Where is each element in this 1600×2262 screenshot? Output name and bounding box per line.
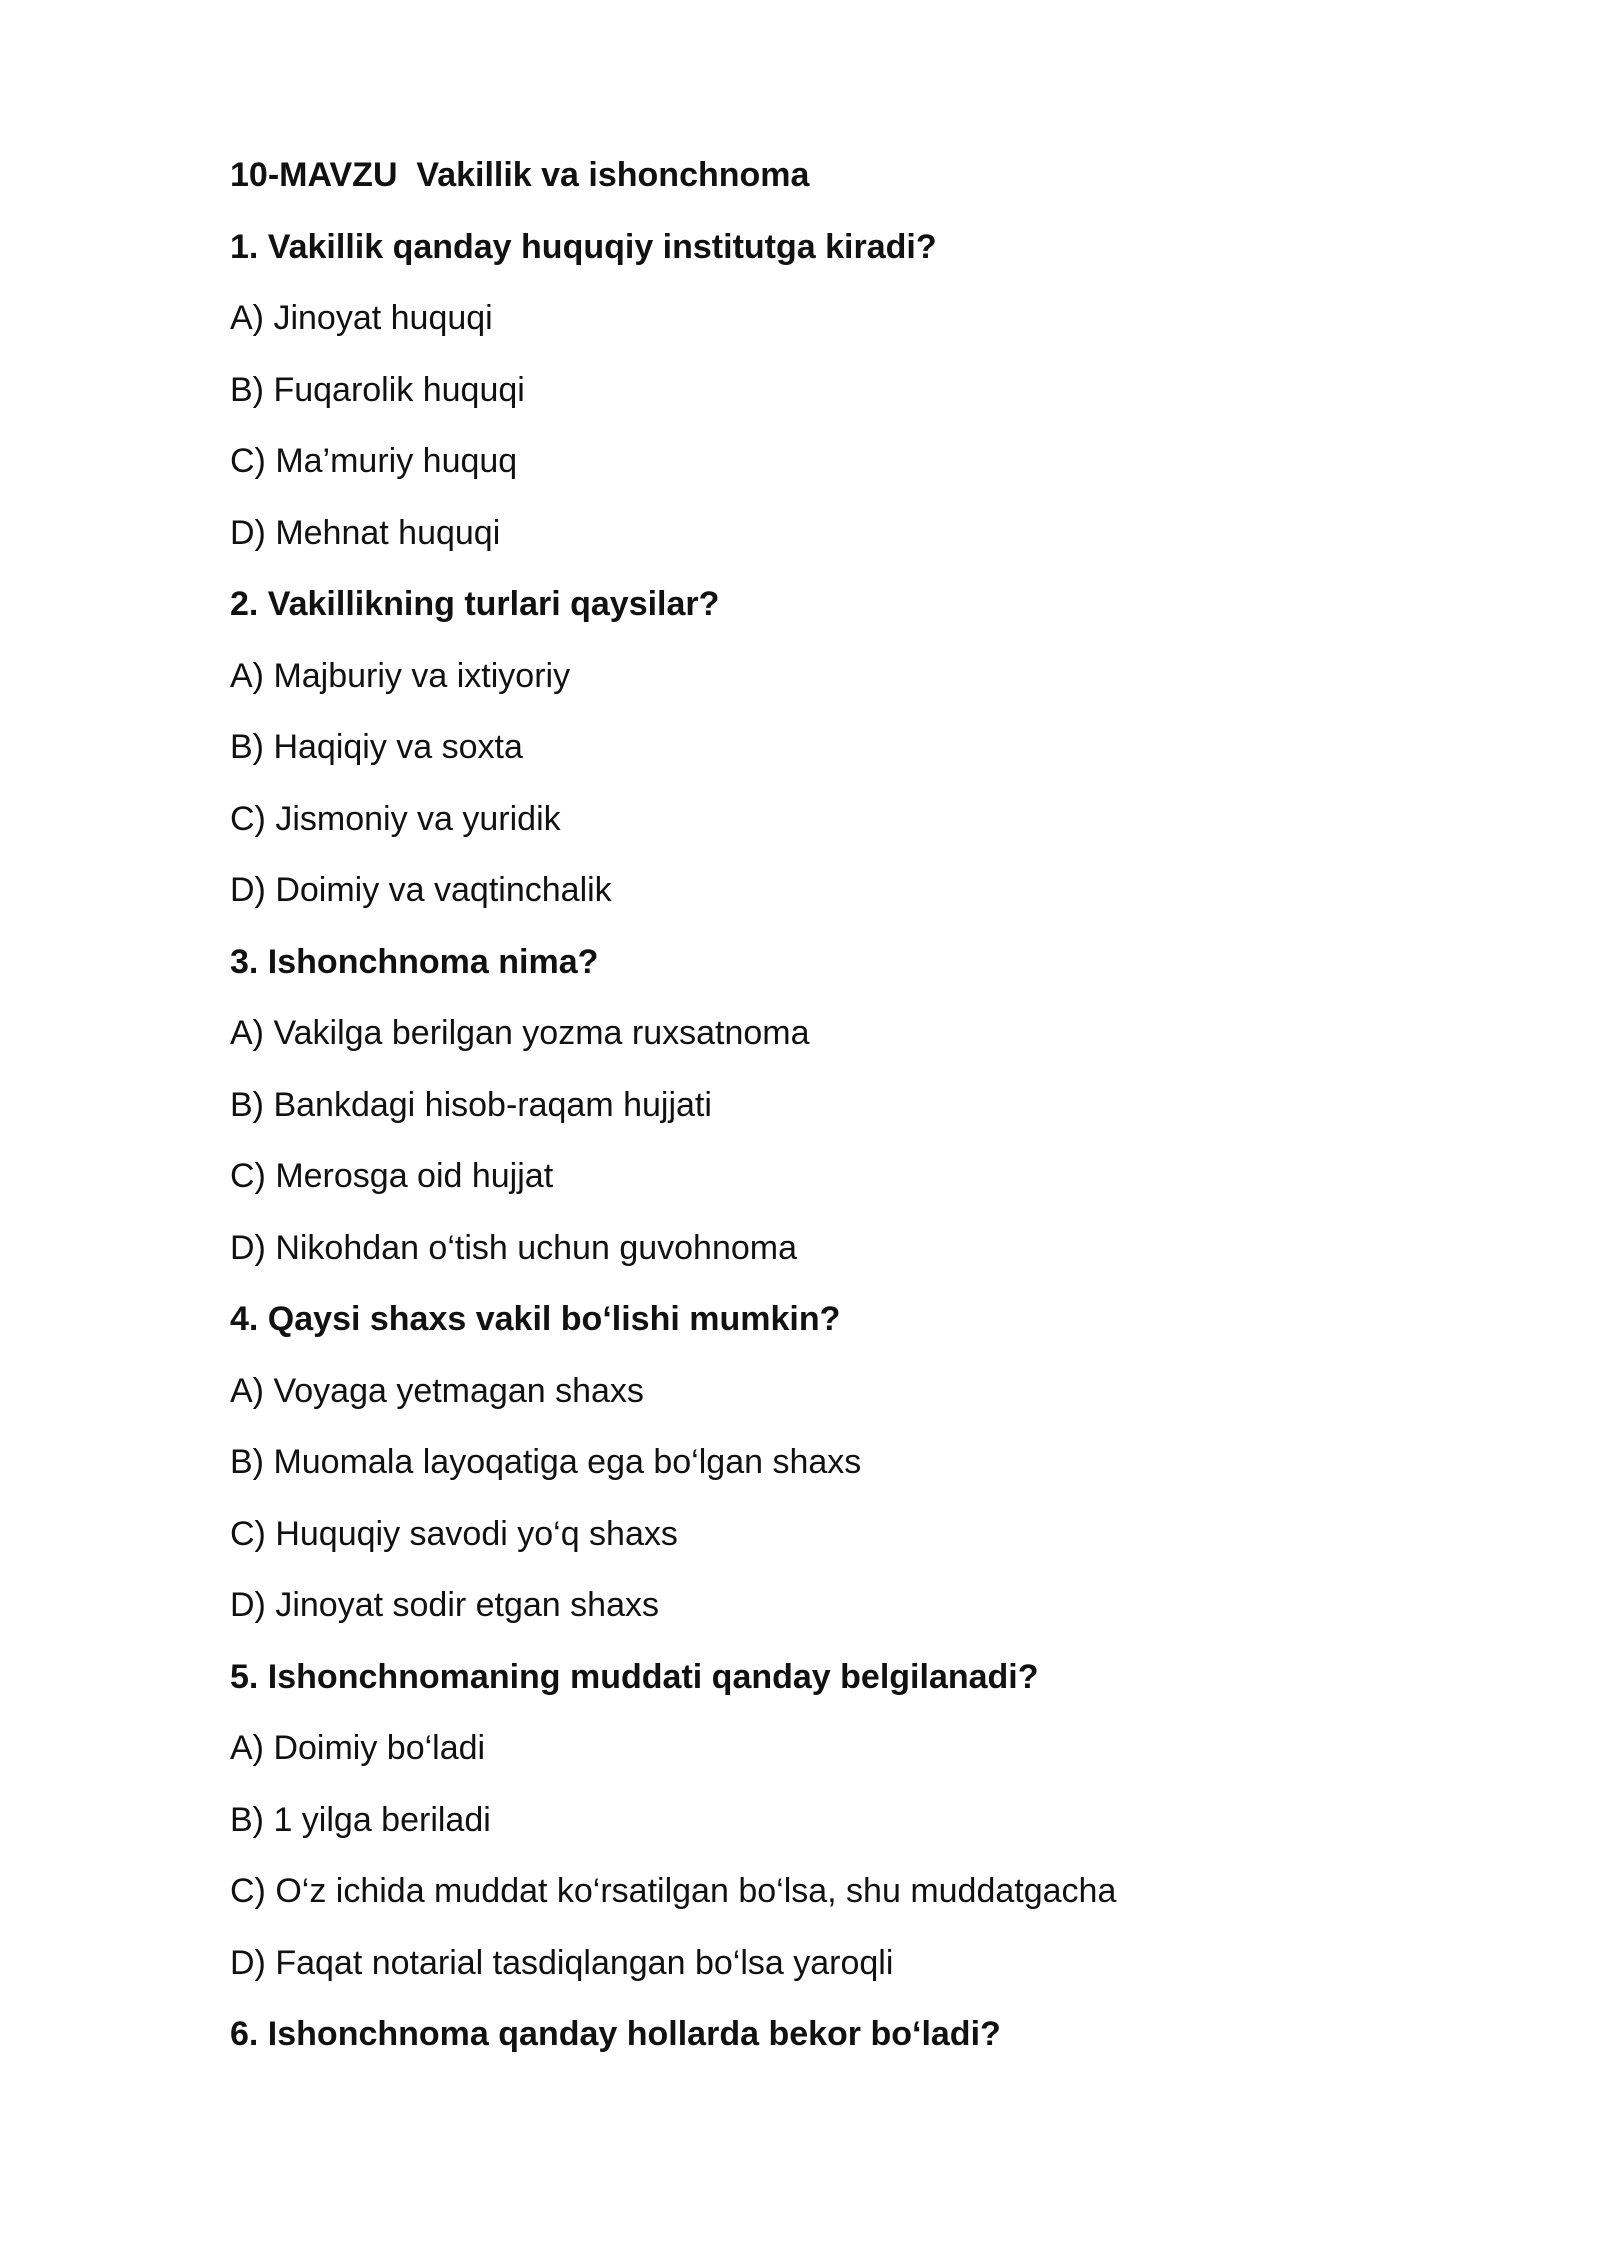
question-1-option-c: C) Ma’muriy huquq: [230, 442, 518, 480]
question-4-option-a: A) Voyaga yetmagan shaxs: [230, 1371, 644, 1410]
question-5-option-d: D) Faqat notarial tasdiqlangan bo‘lsa yaroqli: [230, 1943, 894, 1982]
page-title: 10-MAVZU Vakillik va ishonchnoma: [230, 156, 810, 194]
question-5-option-c: C) O‘z ichida muddat ko‘rsatilgan bo‘lsa, shu muddatgacha: [230, 1872, 1117, 1910]
question-3-option-b: B) Bankdagi hisob-raqam hujjati: [230, 1085, 712, 1124]
question-1-option-b: B) Fuqarolik huquqi: [230, 370, 525, 409]
question-2: 2. Vakillikning turlari qaysilar?: [230, 585, 720, 623]
question-2-option-a: A) Majburiy va ixtiyoriy: [230, 656, 571, 695]
question-4-option-b: B) Muomala layoqatiga ega bo‘lgan shaxs: [230, 1443, 862, 1481]
question-4: 4. Qaysi shaxs vakil bo‘lishi mumkin?: [230, 1300, 841, 1338]
question-4-option-d: D) Jinoyat sodir etgan shaxs: [230, 1586, 659, 1624]
question-6: 6. Ishonchnoma qanday hollarda bekor bo‘ladi?: [230, 2015, 1001, 2053]
question-4-option-c: C) Huquqiy savodi yo‘q shaxs: [230, 1514, 678, 1553]
question-1-option-d: D) Mehnat huquqi: [230, 513, 501, 552]
question-5: 5. Ishonchnomaning muddati qanday belgilanadi?: [230, 1657, 1039, 1696]
question-2-option-c: C) Jismoniy va yuridik: [230, 799, 561, 838]
question-1-option-a: A) Jinoyat huquqi: [230, 299, 493, 337]
question-2-option-b: B) Haqiqiy va soxta: [230, 728, 523, 766]
question-3: 3. Ishonchnoma nima?: [230, 942, 599, 981]
question-2-option-d: D) Doimiy va vaqtinchalik: [230, 871, 612, 909]
question-3-option-d: D) Nikohdan o‘tish uchun guvohnoma: [230, 1228, 798, 1267]
question-3-option-a: A) Vakilga berilgan yozma ruxsatnoma: [230, 1014, 810, 1052]
document-body: [230, 148, 1430, 2079]
question-1: 1. Vakillik qanday huquqiy institutga kiradi?: [230, 227, 937, 266]
question-3-option-c: C) Merosga oid hujjat: [230, 1157, 554, 1195]
question-5-option-b: B) 1 yilga beriladi: [230, 1800, 491, 1839]
question-5-option-a: A) Doimiy bo‘ladi: [230, 1729, 486, 1767]
